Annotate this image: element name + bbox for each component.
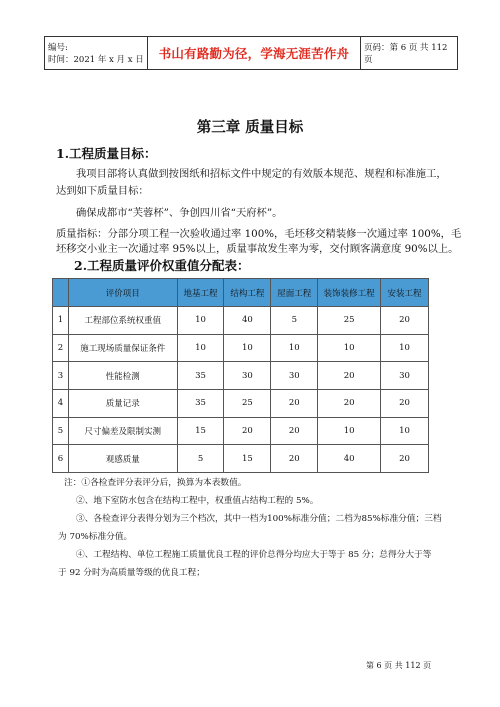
table-cell: 20 [318, 362, 381, 390]
table-cell: 10 [271, 334, 318, 362]
section1-para3a: 质量指标：分部分项工程一次验收通过率 100%，毛坯移交精装修一次通过率 100%，毛 [56, 228, 462, 240]
table-cell: 20 [224, 417, 271, 445]
table-cell: 10 [381, 417, 429, 445]
chapter-title: 第三章 质量目标 [196, 119, 304, 136]
table-cell: 质量记录 [68, 390, 177, 418]
section1-para1: 我项目部将认真做到按图纸和招标文件中规定的有效版本规范、规程和标准施工， [76, 168, 447, 180]
table-cell: 4 [53, 390, 69, 418]
section2-heading: 2.工程质量评价权重值分配表： [74, 258, 250, 273]
table-cell: 40 [318, 445, 381, 473]
section1-para1b: 达到如下质量目标： [56, 185, 149, 197]
table-cell: 10 [318, 334, 381, 362]
table-cell: 20 [381, 390, 429, 418]
note-2: ②、地下室防水包含在结构工程中，权重值占结构工程的 5%。 [76, 496, 319, 506]
table-cell: 40 [224, 307, 271, 335]
table-cell: 20 [381, 307, 429, 335]
table-cell: 性能检测 [68, 362, 177, 390]
table-cell: 观感质量 [68, 445, 177, 473]
table-cell: 15 [224, 445, 271, 473]
table-cell: 25 [224, 390, 271, 418]
section1-heading: 1.工程质量目标： [56, 146, 157, 161]
table-header-row [53, 279, 429, 307]
table-cell: 20 [318, 390, 381, 418]
table-row [53, 362, 429, 390]
col-header: 地基工程 [177, 279, 224, 307]
table-row [53, 417, 429, 445]
page-footer: 第 6 页 共 112 页 [366, 661, 432, 670]
header-page-cell [361, 37, 457, 69]
table-row [53, 334, 429, 362]
table-cell: 施工现场质量保证条件 [68, 334, 177, 362]
note-4b: 于 92 分时为高质量等级的优良工程； [58, 568, 205, 578]
col-header: 屋面工程 [271, 279, 318, 307]
table-cell: 5 [53, 417, 69, 445]
table-row [53, 307, 429, 335]
table-cell: 10 [224, 334, 271, 362]
table-cell: 20 [271, 445, 318, 473]
table-cell: 25 [318, 307, 381, 335]
note-4a: ④、工程结构、单位工程施工质量优良工程的评价总得分均应大于等于 85 分；总得分大于等 [76, 550, 432, 560]
col-header: 评价项目 [68, 279, 177, 307]
table-cell: 1 [53, 307, 69, 335]
table-cell: 30 [224, 362, 271, 390]
table-cell: 10 [381, 334, 429, 362]
table-cell: 20 [271, 417, 318, 445]
table-cell: 35 [177, 390, 224, 418]
table-cell: 5 [271, 307, 318, 335]
table-cell: 15 [177, 417, 224, 445]
section1-para2: 确保成都市“芙蓉杯”、争创四川省“天府杯”。 [76, 207, 283, 219]
table-cell: 10 [318, 417, 381, 445]
table-cell: 30 [381, 362, 429, 390]
table-cell: 尺寸偏差及限制实测 [68, 417, 177, 445]
table-cell: 3 [53, 362, 69, 390]
header-meta [45, 37, 148, 69]
table-cell: 10 [177, 307, 224, 335]
table-cell: 工程部位系统权重值 [68, 307, 177, 335]
col-header [53, 279, 69, 307]
table-row [53, 390, 429, 418]
note-3b: 为 70%标准分值。 [58, 532, 133, 542]
table-row [53, 445, 429, 473]
table-cell: 2 [53, 334, 69, 362]
note-1: 注：①各检查评分表评分后，换算为本表数值。 [64, 478, 247, 488]
note-3a: ③、各检查评分表得分划为三个档次，其中一档为100%标准分值；二档为85%标准分值；三档 [76, 514, 442, 524]
section1-para3b: 坯移交小业主一次通过率 95%以上，质量事故发生率为零，交付顾客满意度 90%以上。 [56, 243, 459, 255]
table-cell: 6 [53, 445, 69, 473]
table-cell: 20 [381, 445, 429, 473]
weights-table [52, 278, 429, 473]
col-header: 结构工程 [224, 279, 271, 307]
table-cell: 20 [271, 390, 318, 418]
col-header: 安装工程 [381, 279, 429, 307]
col-header: 装饰装修工程 [318, 279, 381, 307]
table-cell: 10 [177, 334, 224, 362]
number-label: 编号: [48, 43, 68, 53]
table-cell: 5 [177, 445, 224, 473]
time-label: 时间：2021 年 x 月 x 日 [48, 55, 144, 65]
table-cell: 35 [177, 362, 224, 390]
motto: 书山有路勤为径，学海无涯苦作舟 [158, 46, 350, 61]
page-header [44, 36, 458, 70]
page-label: 页码：第 6 页 共 112 页 [364, 43, 448, 65]
header-motto-cell [148, 37, 361, 69]
table-cell: 30 [271, 362, 318, 390]
